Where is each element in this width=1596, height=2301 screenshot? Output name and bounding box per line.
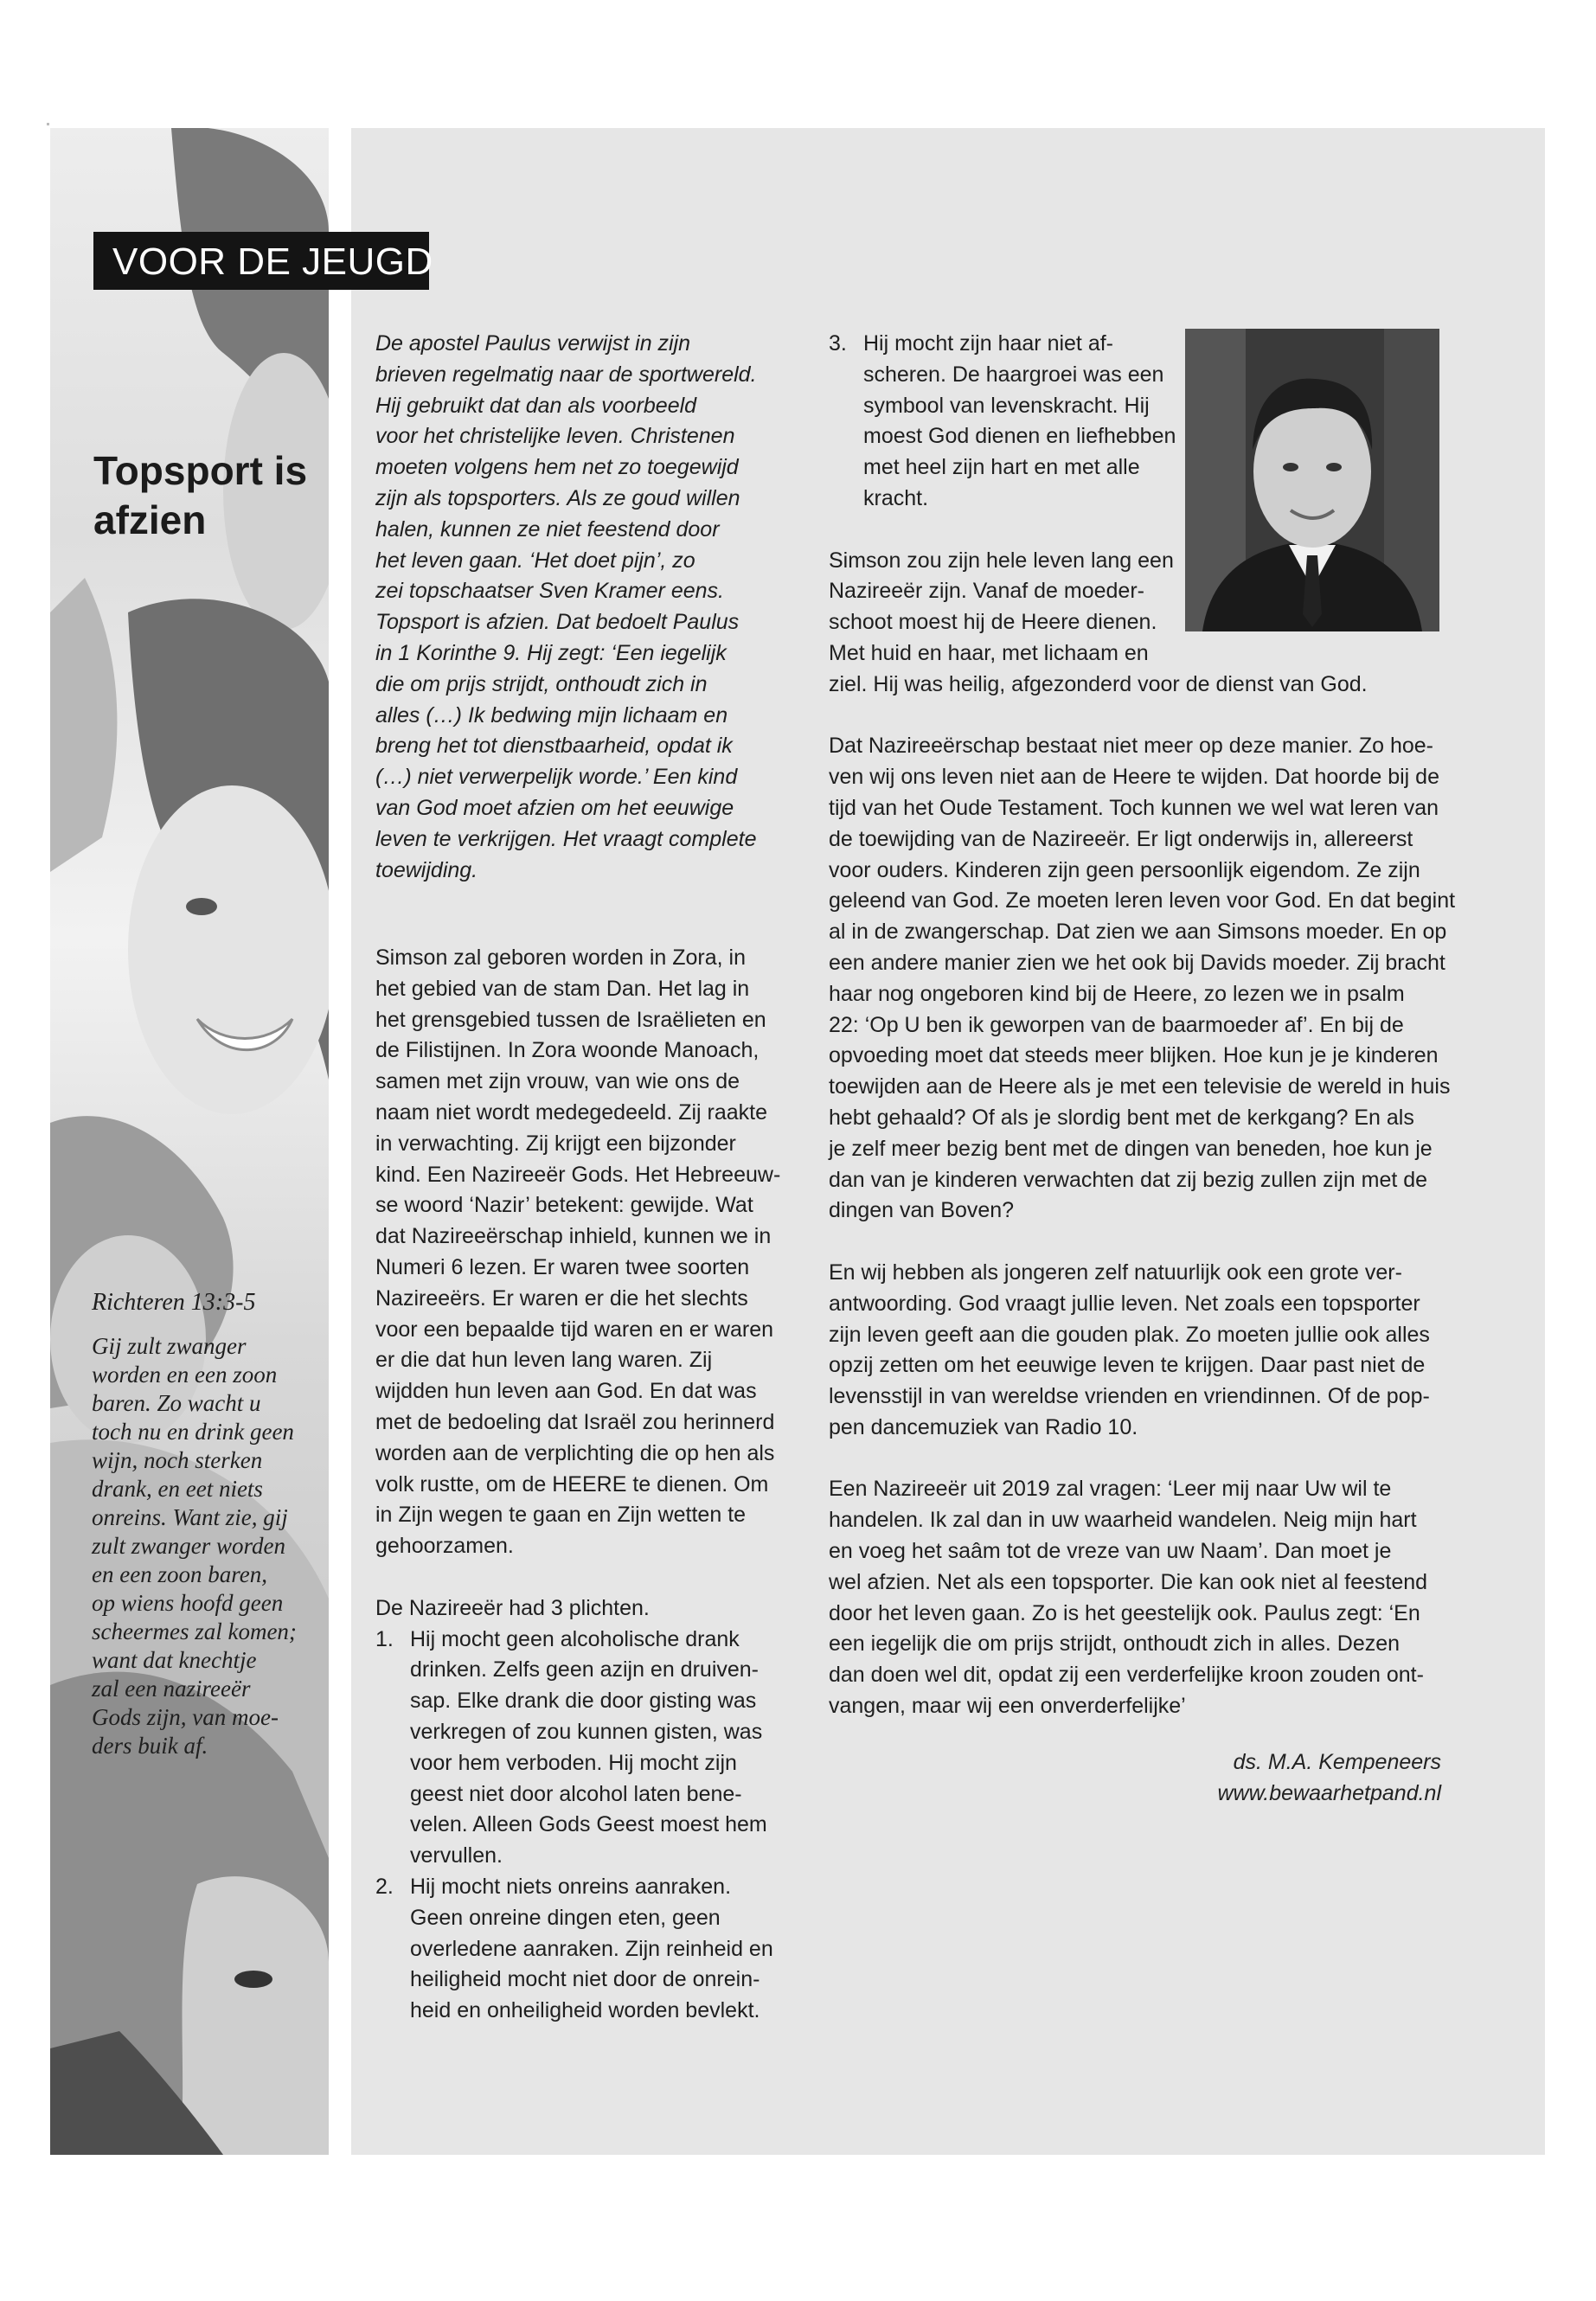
verse-line: en een zoon baren, — [92, 1561, 267, 1587]
paragraph-nazirite-2019 — [829, 1474, 1443, 1721]
body-line: er die dat hun leven lang waren. Zij — [375, 1348, 713, 1373]
body-line: een andere manier zien we het ook bij Davids moeder. Zij bracht — [829, 950, 1445, 975]
duty-line: velen. Alleen Gods Geest moest hem — [410, 1812, 767, 1837]
body-line: dingen van Boven? — [829, 1198, 1015, 1223]
lead-line: Hij gebruikt dat dan als voorbeeld — [375, 393, 697, 418]
duty-line: Geen onreine dingen eten, geen — [410, 1905, 721, 1930]
crop-mark — [47, 123, 49, 125]
body-line: Een Nazireeër uit 2019 zal vragen: ‘Leer mij naar Uw wil te — [829, 1477, 1392, 1502]
duty-line: moest God dienen en liefhebben — [863, 424, 1176, 449]
body-line: het gebied van de stam Dan. Het lag in — [375, 976, 750, 1001]
body-line: En wij hebben als jongeren zelf natuurlijk ook een grote ver- — [829, 1259, 1402, 1285]
paragraph-simson-birth — [375, 943, 782, 1562]
verse-line: zult zwanger worden — [92, 1533, 286, 1559]
lead-line: voor het christelijke leven. Christenen — [375, 424, 735, 449]
verse-line: want dat knechtje — [92, 1647, 257, 1673]
lead-line: zijn als topsporters. Als ze goud willen — [375, 485, 740, 510]
body-line: opzij zetten om het eeuwige leven te krijgen. Daar past niet de — [829, 1353, 1426, 1378]
body-line: volk rustte, om de HEERE te dienen. Om — [375, 1471, 769, 1497]
lead-line: in 1 Korinthe 9. Hij zegt: ‘Een iegelijk — [375, 640, 727, 665]
body-line: de toewijding van de Nazireeër. Er ligt onderwijs in, allereerst — [829, 826, 1413, 851]
section-label — [93, 232, 433, 290]
body-line: Simson zou zijn hele leven lang een — [829, 548, 1174, 573]
body-line: en voeg het saâm tot de vreze van uw Naam’. Dan moet je — [829, 1539, 1392, 1564]
verse-line: op wiens hoofd geen — [92, 1590, 284, 1616]
body-line: antwoording. God vraagt jullie leven. Net zoals een topsporter — [829, 1291, 1420, 1316]
duty-line: Hij mocht niets onreins aanraken. — [410, 1874, 732, 1899]
body-line: in Zijn wegen te gaan en Zijn wetten te — [375, 1503, 747, 1528]
verse-line: zal een nazireeër — [92, 1676, 251, 1702]
verse-line: worden en een zoon — [92, 1362, 278, 1388]
body-line: levensstijl in van wereldse vrienden en vriendinnen. Of de pop- — [829, 1384, 1430, 1409]
body-line: je zelf meer bezig bent met de dingen van beneden, hoe kun je — [829, 1136, 1433, 1161]
body-line: naam niet wordt medegedeeld. Zij raakte — [375, 1099, 768, 1125]
body-line: met de bedoeling dat Israël zou herinnerd — [375, 1409, 775, 1434]
duty-line: voor hem verboden. Hij mocht zijn — [410, 1750, 737, 1775]
lead-line: die om prijs strijdt, onthoudt zich in — [375, 671, 708, 696]
lead-line: breng het tot dienstbaarheid, opdat ik — [375, 734, 733, 759]
author-website: www.bewaarhetpand.nl — [1217, 1780, 1441, 1805]
duty-item-3 — [829, 329, 1443, 515]
body-line: kind. Een Nazireeër Gods. Het Hebreeuw- — [375, 1162, 781, 1187]
verse-line: Gods zijn, van moe- — [92, 1704, 279, 1730]
body-line: se woord ‘Nazir’ betekent: gewijde. Wat — [375, 1193, 753, 1218]
list-number: 2. — [375, 1874, 394, 1899]
duty-line: overledene aanraken. Zijn reinheid en — [410, 1936, 773, 1961]
body-line: Simson zal geboren worden in Zora, in — [375, 945, 747, 970]
body-line: door het leven gaan. Zo is het geestelijk ook. Paulus zegt: ‘En — [829, 1600, 1420, 1625]
body-line: zijn leven geeft aan die gouden plak. Zo moeten jullie ook alles — [829, 1322, 1430, 1347]
body-line: geleend van God. Ze moeten leren leven voor God. En dat begint — [829, 888, 1456, 913]
duty-line: verkregen of zou kunnen gisten, was — [410, 1719, 763, 1744]
duty-line: met heel zijn hart en met alle — [863, 455, 1140, 480]
body-line: samen met zijn vrouw, van wie ons de — [375, 1069, 740, 1094]
verse-line: baren. Zo wacht u — [92, 1390, 261, 1416]
lead-line: halen, kunnen ze niet feestend door — [375, 516, 720, 542]
body-line: Dat Nazireeërschap bestaat niet meer op deze manier. Zo hoe- — [829, 734, 1433, 759]
body-column-middle — [375, 943, 782, 2027]
sidebar-verse — [92, 1332, 318, 1760]
body-line: Nazireeër zijn. Vanaf de moeder- — [829, 579, 1144, 604]
verse-line: toch nu en drink geen — [92, 1419, 294, 1445]
lead-line: De apostel Paulus verwijst in zijn — [375, 331, 691, 356]
paragraph-parents — [829, 731, 1456, 1227]
youth-photo-illustration — [50, 128, 329, 2155]
duty-line: scheren. De haargroei was een — [863, 362, 1164, 387]
lead-line: alles (…) Ik bedwing mijn lichaam en — [375, 702, 728, 727]
lead-line: (…) niet verwerpelijk worde.’ Een kind — [375, 765, 738, 790]
verse-line: ders buik af. — [92, 1733, 208, 1759]
body-line: dat Nazireeërschap inhield, kunnen we in — [375, 1224, 772, 1249]
verse-line: wijn, noch sterken — [92, 1447, 263, 1473]
body-line: toewijden aan de Heere als je met een televisie de wereld in huis — [829, 1074, 1451, 1099]
paragraph-lifelong-nazirite — [829, 546, 1443, 701]
verse-line: Gij zult zwanger — [92, 1333, 247, 1359]
body-line: schoot moest hij de Heere dienen. — [829, 610, 1157, 635]
article-title: Topsport is afzien — [93, 448, 308, 542]
body-line: handelen. Ik zal dan in uw waarheid wandelen. Neig mijn hart — [829, 1508, 1417, 1533]
lead-line: leven te verkrijgen. Het vraagt complete — [375, 826, 757, 851]
body-line: voor een bepaalde tijd waren en er waren — [375, 1317, 774, 1342]
list-number: 1. — [375, 1626, 394, 1651]
body-line: het grensgebied tussen de Israëlieten en — [375, 1007, 766, 1032]
body-column-right — [829, 329, 1456, 1722]
body-line: al in de zwangerschap. Dat zien we aan Simsons moeder. En op — [829, 920, 1447, 945]
body-line: vangen, maar wij een onverderfelijke’ — [829, 1694, 1186, 1719]
body-line: hebt gehaald? Of als je slordig bent met de kerkgang? En als — [829, 1105, 1414, 1130]
body-line: dan doen wel dit, opdat zij een verderfelijke kroon zouden ont- — [829, 1663, 1424, 1688]
duty-line: drinken. Zelfs geen azijn en druiven- — [410, 1657, 760, 1682]
list-number: 3. — [829, 331, 847, 356]
body-line: voor ouders. Kinderen zijn geen persoonlijk eigendom. Ze zijn — [829, 857, 1420, 882]
lead-line: van God moet afzien om het eeuwige — [375, 795, 734, 820]
lead-line: brieven regelmatig naar de sportwereld. — [375, 362, 757, 387]
section-label-text: VOOR DE JEUGD — [112, 240, 433, 283]
paragraph-youth — [829, 1258, 1443, 1444]
body-line: pen dancemuziek van Radio 10. — [829, 1414, 1138, 1439]
body-line: de Filistijnen. In Zora woonde Manoach, — [375, 1038, 760, 1063]
signature — [1125, 1747, 1441, 1810]
duty-line: vervullen. — [410, 1843, 503, 1868]
body-line: 22: ‘Op U ben ik geworpen van de baarmoeder af’. En bij de — [829, 1012, 1404, 1037]
verse-line: scheermes zal komen; — [92, 1618, 297, 1644]
body-line: in verwachting. Zij krijgt een bijzonder — [375, 1131, 736, 1156]
author-name: ds. M.A. Kempeneers — [1233, 1750, 1441, 1774]
lead-line: toewijding. — [375, 857, 478, 882]
body-line: een iegelijk die om prijs strijdt, onthoudt zich in alles. Dezen — [829, 1631, 1401, 1657]
lead-paragraph — [375, 329, 782, 886]
body-line: wel afzien. Net als een topsporter. Die kan ook niet al feestend — [829, 1569, 1428, 1594]
left-photo — [50, 128, 329, 2155]
lead-line: Topsport is afzien. Dat bedoelt Paulus — [375, 610, 740, 635]
body-line: tijd van het Oude Testament. Toch kunnen we wel wat leren van — [829, 795, 1439, 820]
lead-line: zei topschaatser Sven Kramer eens. — [375, 579, 724, 604]
body-line: opvoeding moet dat steeds meer blijken. Hoe kun je je kinderen — [829, 1043, 1439, 1068]
body-line: dan van je kinderen verwachten dat zij bezig zullen zijn met de — [829, 1167, 1428, 1192]
duty-line: kracht. — [863, 485, 929, 510]
duties-intro: De Nazireeër had 3 plichten. — [375, 1595, 650, 1620]
body-line: worden aan de verplichting die op hen als — [375, 1440, 775, 1465]
body-line: ziel. Hij was heilig, afgezonderd voor de dienst van God. — [829, 671, 1368, 696]
duty-line: Hij mocht zijn haar niet af- — [863, 331, 1114, 356]
body-line: gehoorzamen. — [375, 1534, 514, 1559]
duty-line: symbool van levenskracht. Hij — [863, 393, 1150, 418]
body-line: Numeri 6 lezen. Er waren twee soorten — [375, 1254, 750, 1279]
lead-line: het leven gaan. ‘Het doet pijn’, zo — [375, 548, 695, 573]
duty-line: Hij mocht geen alcoholische drank — [410, 1626, 740, 1651]
duty-line: heiligheid mocht niet door de onrein- — [410, 1967, 760, 1992]
body-line: Met huid en haar, met lichaam en — [829, 640, 1149, 665]
duty-line: geest niet door alcohol laten bene- — [410, 1781, 742, 1806]
verse-line: drank, en eet niets — [92, 1476, 263, 1502]
body-line: ven wij ons leven niet aan de Heere te wijden. Dat hoorde bij de — [829, 765, 1439, 790]
verse-line: onreins. Want zie, gij — [92, 1504, 288, 1530]
lead-line: moeten volgens hem net zo toegewijd — [375, 455, 739, 480]
duty-line: sap. Elke drank die door gisting was — [410, 1689, 757, 1714]
verse-reference: Richteren 13:3-5 — [92, 1289, 256, 1316]
body-line: wijdden hun leven aan God. En dat was — [375, 1379, 757, 1404]
body-line: haar nog ongeboren kind bij de Heere, zo lezen we in psalm — [829, 981, 1405, 1006]
duty-item-1 — [375, 1625, 782, 1872]
duty-line: heid en onheiligheid worden bevlekt. — [410, 1998, 760, 2023]
duty-item-2 — [375, 1872, 782, 2027]
body-line: Nazireeërs. Er waren er die het slechts — [375, 1285, 748, 1311]
